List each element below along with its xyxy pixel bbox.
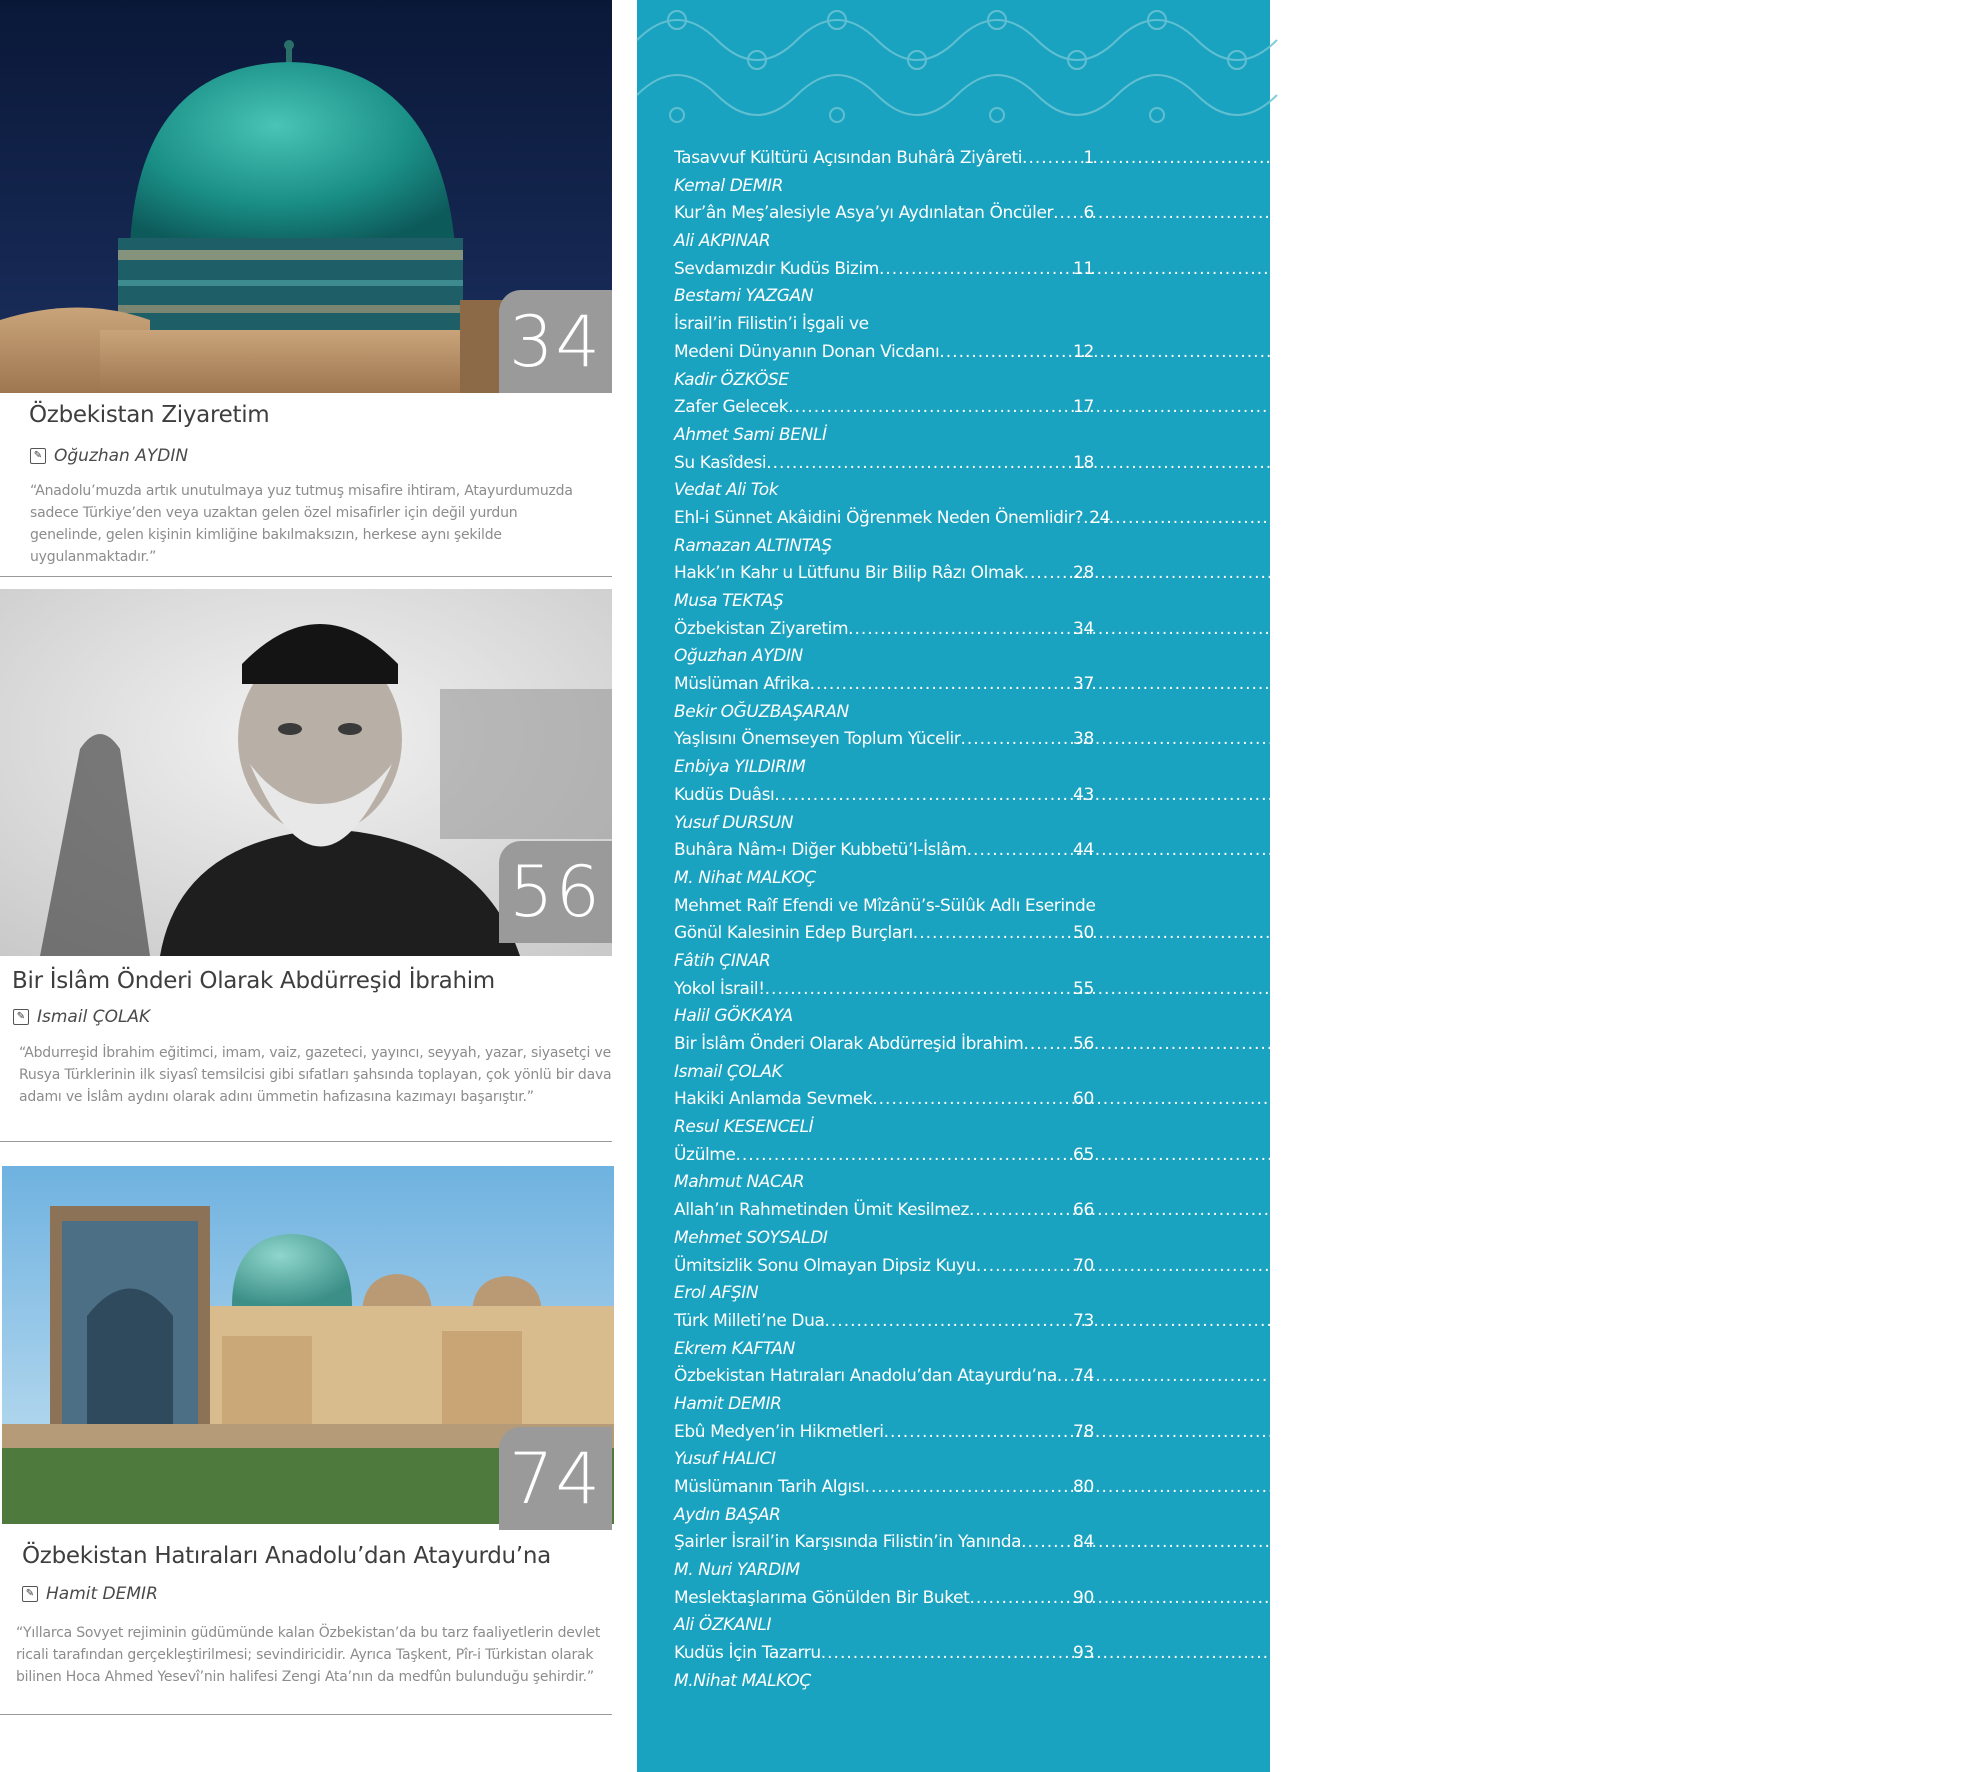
feature-author [30, 446, 188, 466]
toc-page-number: 12 [1072, 341, 1094, 362]
pen-icon: ✎ [22, 1586, 38, 1602]
toc-entry[interactable] [674, 920, 1094, 948]
toc-page-number: 28 [1072, 563, 1094, 584]
toc-page-number: 60 [1072, 1089, 1094, 1110]
toc-author: Resul KESENCELİ [674, 1117, 814, 1138]
toc-entry[interactable] [674, 394, 1094, 422]
toc-entry[interactable] [674, 837, 1094, 865]
feature-author-name: Ismail ÇOLAK [37, 1007, 151, 1027]
toc-page-number: 50 [1072, 923, 1094, 944]
toc-page-number: 56 [1072, 1034, 1094, 1054]
toc-page-number: 6 [1083, 203, 1094, 224]
feature-number: 34 [508, 300, 603, 383]
toc-entry[interactable] [674, 256, 1094, 284]
toc-leader-dots [824, 1308, 1072, 1336]
toc-author: Musa TEKTAŞ [674, 591, 784, 611]
toc-entry-title: Özbekistan Ziyaretim [674, 618, 849, 639]
toc-author: Ali AKPINAR [674, 231, 771, 252]
feature-number: 74 [508, 1437, 603, 1520]
toc-author: M. Nihat MALKOÇ [674, 867, 816, 888]
toc-leader-dots [766, 450, 1073, 478]
toc-author: Ekrem KAFTAN [674, 1338, 795, 1359]
toc-author: Ramazan ALTINTAŞ [674, 535, 832, 556]
feature-number: 56 [508, 851, 603, 933]
divider [0, 1714, 612, 1715]
toc-leader-dots [872, 1086, 1073, 1114]
toc-page-number: 17 [1072, 397, 1094, 418]
toc-author: Ismail ÇOLAK [674, 1061, 783, 1082]
toc-leader-dots [848, 616, 1073, 644]
toc-leader-dots [1024, 560, 1073, 588]
toc-entry[interactable] [674, 505, 1111, 533]
pen-icon: ✎ [13, 1009, 29, 1025]
toc-page-number: 93 [1072, 1643, 1094, 1664]
feature-author [22, 1584, 158, 1604]
toc-entry[interactable] [674, 671, 1094, 699]
toc-entry-title: Hakk’ın Kahr u Lütfunu Bir Bilip Râzı Olmak [674, 563, 1024, 584]
toc-author: Bestami YAZGAN [674, 286, 814, 307]
toc-leader-dots [1022, 145, 1083, 173]
toc-entry[interactable] [674, 145, 1094, 173]
toc-leader-dots [1057, 1363, 1073, 1391]
toc-entry-title: Bir İslâm Önderi Olarak Abdürreşid İbrahim [674, 1034, 1024, 1054]
toc-entry[interactable] [674, 1529, 1094, 1557]
toc-author: Yusuf HALICI [674, 1449, 776, 1470]
toc-author: Bekir OĞUZBAŞARAN [674, 701, 849, 722]
toc-leader-dots [969, 1585, 1073, 1613]
toc-page-number: 65 [1072, 1144, 1094, 1165]
toc-page-number: 84 [1072, 1532, 1094, 1553]
toc-entry-title: Medeni Dünyanın Donan Vicdanı [674, 341, 940, 362]
toc-entry-title: Hakiki Anlamda Sevmek [674, 1089, 873, 1110]
toc-author: Vedat Ali Tok [674, 480, 779, 501]
toc-entry[interactable] [674, 1086, 1094, 1114]
floral-ornament [637, 0, 1270, 130]
toc-entry[interactable] [674, 1031, 1094, 1059]
toc-entry-title: Gönül Kalesinin Edep Burçları [674, 923, 913, 944]
toc-page-number: 38 [1072, 729, 1094, 750]
toc-page-number: 18 [1072, 452, 1094, 473]
toc-entry[interactable] [674, 1474, 1094, 1502]
toc-author: Kemal DEMIR [674, 175, 784, 196]
toc-entry-title-line[interactable]: Mehmet Raîf Efendi ve Mîzânü’s-Sülûk Adlı Eserinde [674, 895, 1096, 916]
toc-entry-title: Üzülme [674, 1144, 736, 1165]
toc-entry-title: Buhâra Nâm-ı Diğer Kubbetü’l-İslâm [674, 840, 967, 861]
toc-page-number: 1 [1083, 148, 1094, 168]
toc-page-number: 70 [1072, 1255, 1094, 1276]
toc-page-number: 66 [1072, 1200, 1094, 1221]
toc-entry[interactable] [674, 1142, 1094, 1170]
toc-entry[interactable] [674, 1363, 1094, 1391]
toc-author: Mahmut NACAR [674, 1172, 805, 1193]
toc-leader-dots [879, 256, 1073, 284]
toc-entry[interactable] [674, 560, 1094, 588]
toc-entry-title: Kur’ân Meş’alesiyle Asya’yı Aydınlatan Öncüler [674, 203, 1054, 224]
toc-leader-dots [913, 920, 1073, 948]
toc-entry-title: Kudüs Duâsı [674, 784, 775, 805]
toc-entry-title: Tasavvuf Kültürü Açısından Buhârâ Ziyâreti [674, 148, 1023, 168]
toc-entry[interactable] [674, 1197, 1094, 1225]
feature-quote: “Yıllarca Sovyet rejiminin güdümünde kalan Özbekistan’da bu tarz faaliyetlerin devlet ricali tarafından gerçekleştirilmesi; sevindiricidir. Ayrıca Taşkent, Pîr-i Türkistan olarak bilinen Hoca Ahmed Yesevî’nin halifesi Zengi Ata’nın da medfûn bulunduğu şehirdir.” [16, 1625, 601, 1685]
toc-page-number: 24 [1089, 507, 1111, 528]
toc-author: Aydın BAŞAR [674, 1504, 781, 1525]
toc-page-number: 90 [1072, 1587, 1094, 1608]
toc-entry[interactable] [674, 1253, 1094, 1281]
feature-author-name: Oğuzhan AYDIN [54, 446, 189, 466]
feature-badge-34 [499, 290, 612, 393]
toc-author: Hamit DEMIR [674, 1393, 782, 1414]
toc-entry-title: Müslümanın Tarih Algısı [674, 1477, 865, 1497]
toc-leader-dots [969, 1197, 1073, 1225]
toc-author: Ali ÖZKANLI [674, 1615, 772, 1636]
pen-icon: ✎ [30, 448, 46, 464]
toc-author: Fâtih ÇINAR [674, 950, 771, 971]
toc-entry[interactable] [674, 450, 1094, 478]
toc-entry[interactable] [674, 616, 1094, 644]
toc-author: Halil GÖKKAYA [674, 1006, 793, 1027]
toc-entry-title: Türk Milleti’ne Dua [674, 1310, 825, 1331]
toc-leader-dots [960, 726, 1073, 754]
toc-entry-title: Yaşlısını Önemseyen Toplum Yücelir [674, 729, 961, 750]
feature-author [13, 1007, 150, 1027]
toc-leader-dots [967, 837, 1073, 865]
toc-entry[interactable] [674, 1308, 1094, 1336]
toc-entry-title: Yokol İsrail! [674, 978, 765, 999]
toc-page-number: 73 [1072, 1310, 1094, 1331]
toc-entry-title: Şairler İsrail’in Karşısında Filistin’in Yanında [674, 1532, 1022, 1553]
toc-page-number: 34 [1072, 618, 1094, 639]
feature-quote: “Anadolu’muzda artık unutulmaya yuz tutmuş misafire ihtiram, Atayurdumuzda sadece Türkiye’den veya uzaktan gelen özel misafirler için değil yurdun genelinde, gelen kişinin kimliğine bakılmaksızın, herkese aynı şekilde uygulanmaktadır.” [30, 483, 573, 565]
toc-entry-title: Meslektaşlarıma Gönülden Bir Buket [674, 1587, 970, 1608]
toc-leader-dots [765, 976, 1073, 1004]
toc-entry-title: Özbekistan Hatıraları Anadolu’dan Atayurdu’na [674, 1366, 1057, 1387]
toc-entry-title: Ehl-i Sünnet Akâidini Öğrenmek Neden Önemlidir? [674, 507, 1084, 528]
toc-entry-title: Sevdamızdır Kudüs Bizim [674, 258, 879, 279]
feature-title[interactable]: Bir İslâm Önderi Olarak Abdürreşid İbrahim [12, 968, 495, 994]
toc-entry-title: Ebû Medyen’in Hikmetleri [674, 1421, 884, 1442]
feature-badge-56 [499, 841, 612, 943]
toc-entry-title: Zafer Gelecek [674, 397, 789, 418]
toc-leader-dots [1023, 1031, 1073, 1059]
feature-title[interactable]: Özbekistan Hatıraları Anadolu’dan Atayurdu’na [22, 1543, 551, 1569]
toc-entry-title: Su Kasîdesi [674, 452, 767, 473]
toc-author: Ahmet Sami BENLİ [674, 424, 827, 445]
toc-entry[interactable] [674, 726, 1094, 754]
toc-leader-dots [821, 1640, 1073, 1668]
toc-entry-title: Müslüman Afrika [674, 674, 810, 695]
toc-page-number: 43 [1072, 784, 1094, 805]
toc-entry[interactable] [674, 1419, 1094, 1447]
toc-entry-title: Kudüs İçin Tazarru [674, 1643, 821, 1664]
toc-entry[interactable] [674, 1640, 1094, 1668]
toc-entry[interactable] [674, 200, 1094, 228]
feature-badge-74 [499, 1427, 612, 1530]
toc-author: M. Nuri YARDIM [674, 1560, 800, 1581]
toc-entry-title-line[interactable]: İsrail’in Filistin’i İşgali ve [674, 314, 869, 335]
toc-list [674, 145, 1111, 1696]
toc-leader-dots [735, 1142, 1072, 1170]
divider [0, 576, 612, 577]
toc-entry[interactable] [674, 339, 1094, 367]
toc-page-number: 44 [1072, 840, 1094, 861]
toc-page-number: 78 [1072, 1421, 1094, 1442]
toc-leader-dots [976, 1253, 1073, 1281]
toc-panel [637, 0, 1270, 1772]
toc-page-number: 74 [1072, 1366, 1094, 1387]
toc-author: Enbiya YILDIRIM [674, 757, 806, 778]
toc-page-number: 11 [1072, 258, 1094, 279]
toc-author: Kadir ÖZKÖSE [674, 369, 789, 390]
toc-author: Yusuf DURSUN [674, 812, 794, 833]
toc-page-number: 80 [1072, 1477, 1094, 1497]
toc-author: Oğuzhan AYDIN [674, 646, 803, 667]
toc-author: M.Nihat MALKOÇ [674, 1670, 811, 1691]
feature-title[interactable]: Özbekistan Ziyaretim [29, 402, 270, 428]
toc-leader-dots [788, 394, 1073, 422]
toc-leader-dots [865, 1474, 1073, 1502]
toc-entry[interactable] [674, 1585, 1094, 1613]
toc-author: Erol AFŞIN [674, 1283, 759, 1304]
toc-page-number: 37 [1072, 674, 1094, 695]
toc-leader-dots [810, 671, 1073, 699]
toc-leader-dots [1021, 1529, 1073, 1557]
toc-entry[interactable] [674, 782, 1094, 810]
toc-author: Mehmet SOYSALDI [674, 1227, 828, 1248]
toc-page-number: 55 [1072, 978, 1094, 999]
toc-entry-title: Allah’ın Rahmetinden Ümit Kesilmez [674, 1200, 970, 1221]
toc-leader-dots [1053, 200, 1083, 228]
toc-entry-title: Ümitsizlik Sonu Olmayan Dipsiz Kuyu [674, 1255, 976, 1276]
toc-leader-dots [774, 782, 1073, 810]
feature-author-name: Hamit DEMIR [46, 1584, 158, 1604]
divider [0, 1141, 612, 1142]
feature-quote: “Abdurreşid İbrahim eğitimci, imam, vaiz, gazeteci, yayıncı, seyyah, yazar, siyasetçi ve Rusya Türklerinin ilk siyasî temsilcisi gibi sıfatları şahsında toplayan, çok yönlü bir dava adamı ve İslâm aydını olarak adını ümmetin hafızasına kazımayı başarıştır.” [19, 1045, 612, 1105]
toc-leader-dots [884, 1419, 1073, 1447]
toc-entry[interactable] [674, 976, 1094, 1004]
toc-leader-dots [939, 339, 1073, 367]
